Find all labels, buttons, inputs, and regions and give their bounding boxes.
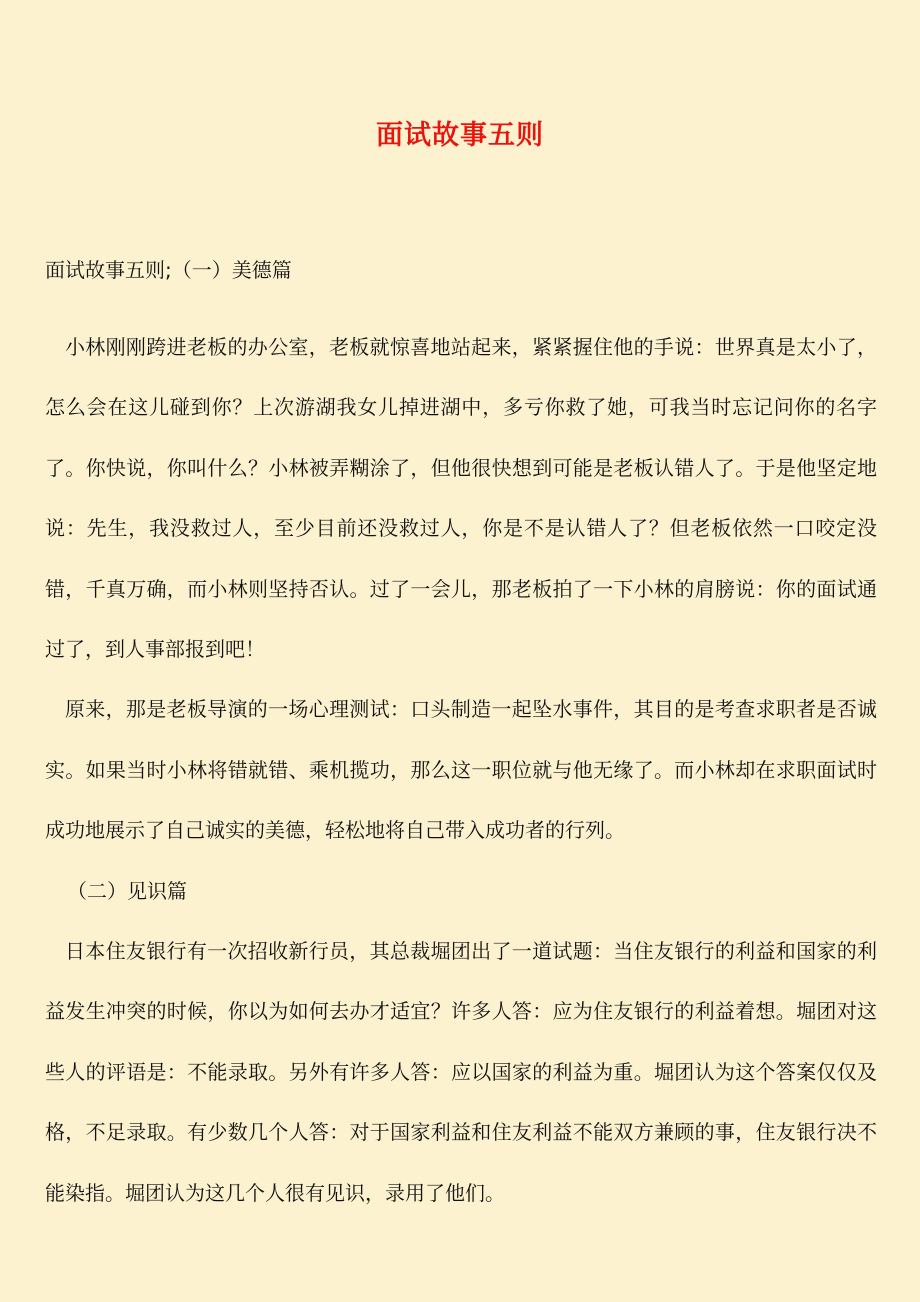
paragraph-3: 日本住友银行有一次招收新行员，其总裁堀团出了一道试题：当住友银行的利益和国家的利益发生冲突的时候，你以为如何去办才适宜？许多人答：应为住友银行的利益着想。堀团对这些人的评语是：不能录取。另外有许多人答：应以国家的利益为重。堀团认为这个答案仅仅及格，不足录取。有少数几个人答：对于国家利益和住友利益不能双方兼顾的事，住友银行决不能染指。堀团认为这几个人很有见识，录用了他们。	[45, 939, 877, 1205]
section-subheading: （二）见识篇	[67, 878, 187, 903]
document-body	[45, 255, 877, 1223]
section-heading: 面试故事五则;（一）美德篇	[45, 258, 292, 282]
paragraph-2: 原来，那是老板导演的一场心理测试：口头制造一起坠水事件，其目的是考查求职者是否诚实。如果当时小林将错就错、乘机揽功，那么这一职位就与他无缘了。而小林却在求职面试时成功地展示了自己诚实的美德，轻松地将自己带入成功者的行列。	[45, 697, 877, 843]
document-title: 面试故事五则	[376, 120, 544, 151]
paragraph-1: 小林刚刚跨进老板的办公室，老板就惊喜地站起来，紧紧握住他的手说：世界真是太小了，怎么会在这儿碰到你？上次游湖我女儿掉进湖中，多亏你救了她，可我当时忘记问你的名字了。你快说，你叫什么？小林被弄糊涂了，但他很快想到可能是老板认错人了。于是他坚定地说：先生，我没救过人，至少目前还没救过人，你是不是认错人了？但老板依然一口咬定没错，千真万确，而小林则坚持否认。过了一会儿，那老板拍了一下小林的肩膀说：你的面试通过了，到人事部报到吧！	[45, 335, 877, 662]
